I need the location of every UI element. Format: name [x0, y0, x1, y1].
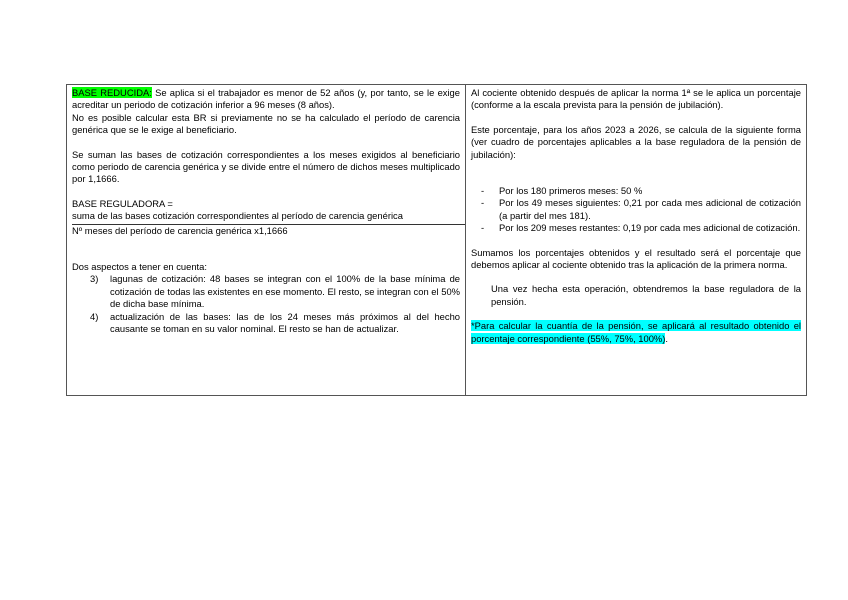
list-number: 4): [90, 310, 99, 322]
base-reducida-label: BASE REDUCIDA:: [72, 87, 152, 98]
list-number: 3): [90, 273, 99, 285]
no-posible-paragraph: No es posible calcular esta BR si previamente no se ha calculado el período de carencia genérica que se le exige al beneficiario.: [72, 111, 460, 136]
este-porcentaje-paragraph: Este porcentaje, para los años 2023 a 2026, se calcula de la siguiente forma (ver cuadro de porcentajes aplicables a la base reguladora de la pensión de jubilación):: [471, 123, 801, 160]
aspects-list: [72, 273, 460, 335]
formula-title: BASE REGULADORA =: [72, 197, 173, 209]
una-vez-paragraph: Una vez hecha esta operación, obtendremos la base reguladora de la pensión.: [491, 283, 801, 307]
highlight-paragraph: [471, 320, 801, 345]
al-cociente-paragraph: Al cociente obtenido después de aplicar la norma 1ª se le aplica un porcentaje (conforme a la escala prevista para la pensión de jubilación).: [471, 87, 801, 111]
list-text: lagunas de cotización: 48 bases se integran con el 100% de la base mínima de cotización de todas las existentes en ese momento. El resto, se integran con el 50% de dicha base mínima.: [110, 273, 460, 310]
percentage-list: [471, 185, 801, 235]
list-text: actualización de las bases: las de los 24 meses más próximos al del hecho causante se toman en su valor nominal. El resto se han de actualizar.: [110, 310, 460, 335]
base-reducida-paragraph: [72, 87, 460, 112]
left-cell: [67, 85, 466, 395]
list-item: [90, 273, 460, 310]
base-reducida-text: Se aplica si el trabajador es menor de 52 años (y, por tanto, se le exige acreditar un periodo de cotización inferior a 96 meses (8 años).: [72, 87, 460, 111]
content-table: [66, 84, 807, 396]
list-item: - Por los 180 primeros meses: 50 %: [499, 185, 801, 197]
dos-aspectos: Dos aspectos a tener en cuenta:: [72, 261, 207, 273]
list-item: - Por los 49 meses siguientes: 0,21 por cada mes adicional de cotización (a partir del mes 181).: [499, 197, 801, 222]
right-cell: [466, 85, 806, 395]
highlight-note: *Para calcular la cuantía de la pensión, se aplicará al resultado obtenido el porcentaje correspondiente (55%, 75%, 100%): [471, 320, 801, 344]
highlight-tail: .: [665, 332, 668, 344]
list-item: [90, 311, 460, 336]
sumamos-paragraph: Sumamos los porcentajes obtenidos y el resultado será el porcentaje que debemos aplicar al cociente obtenido tras la aplicación de la primera norma.: [471, 246, 801, 271]
se-suman-paragraph: Se suman las bases de cotización correspondientes a los meses exigidos al beneficiario como periodo de carencia genérica y se divide entre el número de dichos meses multiplicado por 1,1666.: [72, 148, 460, 185]
formula-denominator: Nº meses del período de carencia genérica x1,1666: [72, 224, 288, 236]
list-item: - Por los 209 meses restantes: 0,19 por cada mes adicional de cotización.: [499, 222, 801, 234]
formula-numerator: suma de las bases cotización correspondientes al período de carencia genérica: [72, 210, 403, 222]
